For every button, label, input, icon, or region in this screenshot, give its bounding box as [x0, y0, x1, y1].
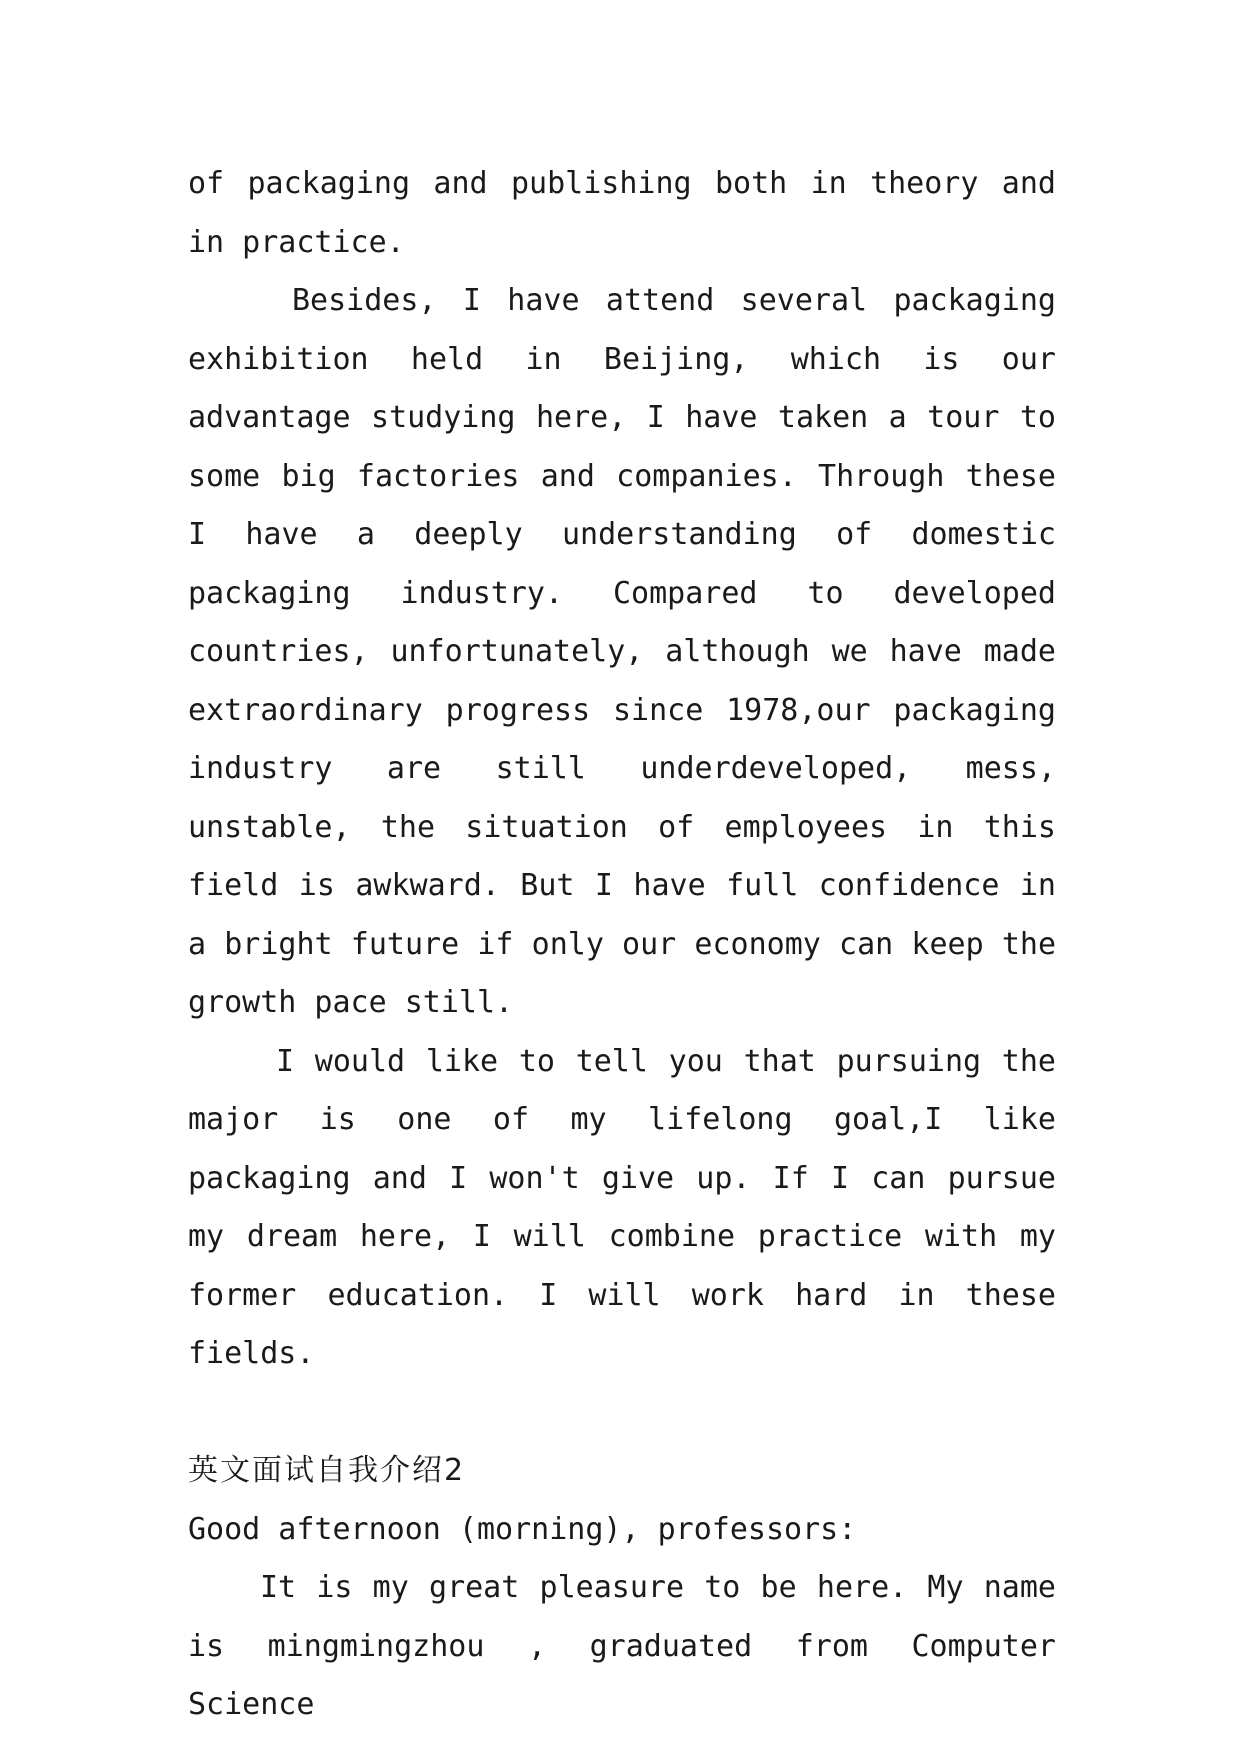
paragraph-spacer — [188, 1384, 1056, 1443]
paragraph-goal: I would like to tell you that pursuing the major is one of my lifelong goal,I like packaging and I won't give up. If I can pursue my dream here, I will combine practice with my former education. I will work hard in these fields. — [188, 1043, 1056, 1371]
paragraph-continuation: of packaging and publishing both in theory and in practice. — [188, 166, 1056, 260]
document-body — [188, 155, 1056, 1735]
section-heading: 英文面试自我介绍2 — [188, 1453, 466, 1488]
salutation: Good afternoon (morning), professors: — [188, 1511, 857, 1547]
paragraph-intro: It is my great pleasure to be here. My name is mingmingzhou , graduated from Computer Science — [188, 1570, 1056, 1722]
paragraph-besides: Besides, I have attend several packaging exhibition held in Beijing, which is our advantage studying here, I have taken a tour to some big factories and companies. Through these I have a deeply understanding of domestic packaging industry. Compared to developed countries, unfortunately, although we have made extraordinary progress since 1978,our packaging industry are still underdeveloped, mess, unstable, the situation of employees in this field is awkward. But I have full confidence in a bright future if only our economy can keep the growth pace still. — [188, 283, 1056, 1020]
